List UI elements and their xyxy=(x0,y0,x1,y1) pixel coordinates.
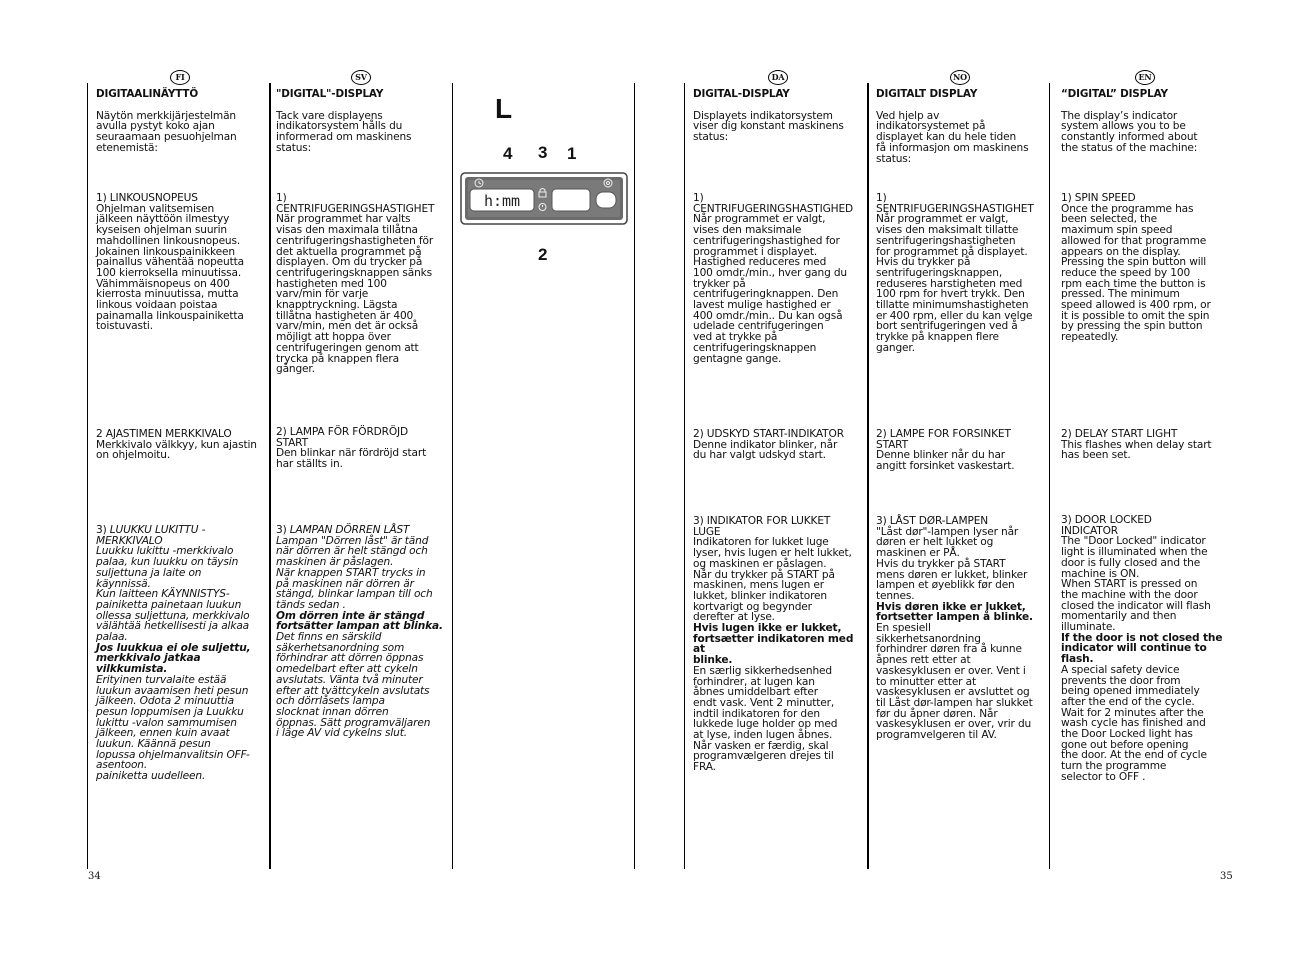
language-badge-en: EN xyxy=(1135,70,1155,85)
delay-start-text: 2) LAMPE FOR FORSINKET START Denne blinker når du har angitt forsinket vaskestart. xyxy=(876,428,1015,473)
callout-3: 3 xyxy=(538,143,548,162)
door-locked-text: 3) DOOR LOCKED INDICATOR The "Door Locked" indicator light is illuminated when the door is fully closed and the machine is ON. When START is pressed on the machine with the door closed the indicator will flash momentarily and then illuminate. xyxy=(1061,514,1211,634)
safety-text: En særlig sikkerhedsenhed forhindrer, at lugen kan åbnes umiddelbart efter endt vask. Vent 2 minutter, indtil indikatoren for den lukkede luge holder op med at lyse, inden lugen åbnes. Når vasken er færdig, skal programvælgeren drejes til FRA. xyxy=(693,664,838,774)
intro-text: Tack vare displayens indikatorsystem hålls du informerad om maskinens status: xyxy=(276,109,412,154)
safety-text: En spesiell sikkerhetsanordning forhindrer døren fra å kunne åpnes rett etter at vaskesyklusen er over. Vent i to minutter etter at vaskesyklusen er avsluttet og til Låst dør-lampen har slukket før du åpner døren. Når vaskesyklusen er over, vrir du programvelgeren til AV. xyxy=(876,622,1033,742)
door-locked-section xyxy=(1061,515,1222,783)
warning-text: Jos luukkua ei ole suljettu, merkkivalo jatkaa vilkkumista. xyxy=(96,641,251,676)
spin-speed-text: 1) CENTRIFUGERINGSHASTIGHED Når programmet er valgt, vises den maksimale centrifugeringshastighed for programmet i displayet. Hastighed reduceres med 100 omdr./min., hver gang du trykker på centrifugeringknappen. Den lavest mulige hastighed er 400 omdr./min.. Du kan også udelade centrifugeringen ved at trykke på centrifugeringsknappen gentagne gange. xyxy=(693,192,854,365)
divider xyxy=(1049,83,1050,869)
spin-speed-text: 1) SPIN SPEED Once the programme has been selected, the maximum spin speed allowed for that programme appears on the display. Pressing the spin button will reduce the speed by 100 rpm each time the button is pressed. The minimum speed allowed is 400 rpm, or it is possible to omit the spin by pressing the spin button repeatedly. xyxy=(1061,192,1211,344)
column-no xyxy=(876,70,1044,742)
intro-text: Näytön merkkijärjestelmän avulla pystyt koko ajan seuraamaan pesuohjelman etenemistä: xyxy=(96,109,237,154)
language-badge-da: DA xyxy=(768,70,788,85)
delay-start-text: 2) UDSKYD START-INDIKATOR Denne indikator blinker, når du har valgt udskyd start. xyxy=(693,428,844,462)
door-locked-text: 3) LÅST DØR-LAMPEN "Låst dør"-lampen lyser når døren er helt lukket og maskinen er PÅ. Hvis du trykker på START mens døren er lukket, blinker lampen et øyeblikk før den tennes. xyxy=(876,515,1028,602)
section-title: DIGITAL-DISPLAY xyxy=(693,88,790,100)
safety-text: A special safety device prevents the door from being opened immediately after the end of the cycle. Wait for 2 minutes after the wash cycle has finished and the Door Locked light has gone out before opening the door. At the end of cycle turn the programme selector to OFF . xyxy=(1061,663,1207,783)
delay-start-text: 2) DELAY START LIGHT This flashes when delay start has been set. xyxy=(1061,428,1212,462)
door-locked-section xyxy=(693,516,863,773)
item-number: 3) xyxy=(96,524,110,536)
safety-text: Det finns en särskild säkerhetsanordning som förhindrar att dörren öppnas omedelbart efter att cykeln avslutats. Vänta två minuter efter att tvättcykeln avslutats och dörrlåsets lampa slocknat innan dörren öppnas. Sätt programväljaren i läge AV vid cykelns slut. xyxy=(276,631,431,740)
divider xyxy=(634,83,635,869)
callout-2: 2 xyxy=(538,245,548,264)
figure-letter: L xyxy=(495,93,513,124)
column-fi xyxy=(96,70,264,783)
display-readout: h:mm xyxy=(483,192,521,210)
column-en xyxy=(1061,70,1229,783)
spin-speed-text: 1) LINKOUSNOPEUS Ohjelman valitsemisen jälkeen näyttöön ilmestyy kyseisen ohjelman suurin mahdollinen linkousnopeus. Jokainen linkouspainikkeen painallus vähentää nopeutta 100 kierroksella minuutissa. Vähimmäisnopeus on 400 kierrosta minuutissa, mutta linkous voidaan poistaa painamalla linkouspainiketta toistuvasti. xyxy=(96,192,244,333)
delay-start-text: 2) LAMPA FÖR FÖRDRÖJD START Den blinkar när fördröjd start har ställts in. xyxy=(276,426,427,471)
column-sv xyxy=(276,70,446,740)
item-number: 3) xyxy=(276,524,290,536)
spin-speed-text: 1) SENTRIFUGERINGSHASTIGHET Når programmet er valgt, vises den maksimalt tillatte sentrifugeringshastigheten for programmet på displayet. Hvis du trykker på sentrifugeringsknappen, reduseres harstigheten med 100 rpm for hvert trykk. Den tillatte minimumshastigheten er 400 rpm, eller du kan velge bort sentrifugeringen ved å trykke på knappen flere ganger. xyxy=(876,192,1034,354)
callout-4: 4 xyxy=(503,144,513,163)
language-badge-sv: SV xyxy=(351,70,371,85)
door-locked-section xyxy=(276,525,443,739)
control-panel-display-illustration xyxy=(460,172,628,225)
language-badge-no: NO xyxy=(950,70,970,85)
intro-text: The display’s indicator system allows you to be constantly informed about the status of the machine: xyxy=(1061,109,1198,154)
intro-text: Ved hjelp av indikatorsystemet på displayet kan du hele tiden få informasjon om maskinens status: xyxy=(876,109,1029,165)
door-locked-section xyxy=(876,516,1033,741)
door-locked-text: 3) INDIKATOR FOR LUKKET LUGE Indikatoren for lukket luge lyser, hvis lugen er helt lukket, og maskinen er påslagen. Når du trykker på START på maskinen, mens lugen er lukket, blinker indikatoren kortvarigt og begynder derefter at lyse. xyxy=(693,515,852,624)
divider xyxy=(684,83,685,869)
divider xyxy=(87,83,88,869)
safety-text: Erityinen turvalaite estää luukun avaamisen heti pesun jälkeen. Odota 2 minuuttia pesun loppumisen ja Luukku lukittu -valon sammumisen jälkeen, ennen kuin avaat luukun. Käännä pesun lopussa ohjelmanvalitsin OFF- asentoon. painiketta uudelleen. xyxy=(96,673,250,783)
divider xyxy=(452,83,453,869)
warning-text: Om dörren inte är stängd fortsätter lampan att blinka. xyxy=(276,609,443,633)
door-locked-text: LUUKKU LUKITTU - MERKKIVALO Luukku lukittu -merkkivalo palaa, kun luukku on täysin suljettuna ja laite on käynnissä. Kun laitteen KÄYNNISTYS- painiketta painetaan luukun ollessa suljettuna, merkkivalo välähtää hetkellisesti ja alkaa palaa. xyxy=(96,524,250,644)
warning-text: Hvis døren ikke er lukket, fortsetter lampen å blinke. xyxy=(876,600,1033,624)
intro-text: Displayets indikatorsystem viser dig konstant maskinens status: xyxy=(693,109,844,144)
section-title: DIGITAALINÄYTTÖ xyxy=(96,88,199,100)
spin-speed-text: 1) CENTRIFUGERINGSHASTIGHET När programmet har valts visas den maximala tillåtna centrifugeringshastigheten för det aktuella programmet på displayen. Om du trycker på centrifugeringsknappen sänks hastigheten med 100 varv/min för varje knapptryckning. Lägsta tillåtna hastigheten är 400 varv/min, men det är också möjligt att hoppa över centrifugeringen genom att trycka på knappen flera gånger. xyxy=(276,192,435,376)
page-number-left: 34 xyxy=(88,871,101,882)
warning-text: If the door is not closed the indicator will continue to flash. xyxy=(1061,631,1223,666)
language-badge-fi: FI xyxy=(170,70,190,85)
divider xyxy=(867,83,869,869)
warning-text: Hvis lugen ikke er lukket, fortsætter indikatoren med at blinke. xyxy=(693,622,854,667)
callout-1: 1 xyxy=(567,144,577,163)
section-title: DIGITALT DISPLAY xyxy=(876,88,978,100)
section-title: “DIGITAL” DISPLAY xyxy=(1061,88,1168,100)
section-title: "DIGITAL"-DISPLAY xyxy=(276,88,384,100)
divider xyxy=(269,83,271,869)
delay-start-text: 2 AJASTIMEN MERKKIVALO Merkkivalo välkkyy, kun ajastin on ohjelmoitu. xyxy=(96,428,257,462)
door-locked-text: LAMPAN DÖRREN LÅST Lampan "Dörren låst" är tänd när dörren är helt stängd och maskinen är påslagen. När knappen START trycks in på maskinen när dörren är stängd, blinkar lampan till och tänds sedan . xyxy=(276,524,433,611)
column-da xyxy=(693,70,863,774)
door-locked-section xyxy=(96,525,250,782)
page-number-right: 35 xyxy=(1220,871,1233,882)
